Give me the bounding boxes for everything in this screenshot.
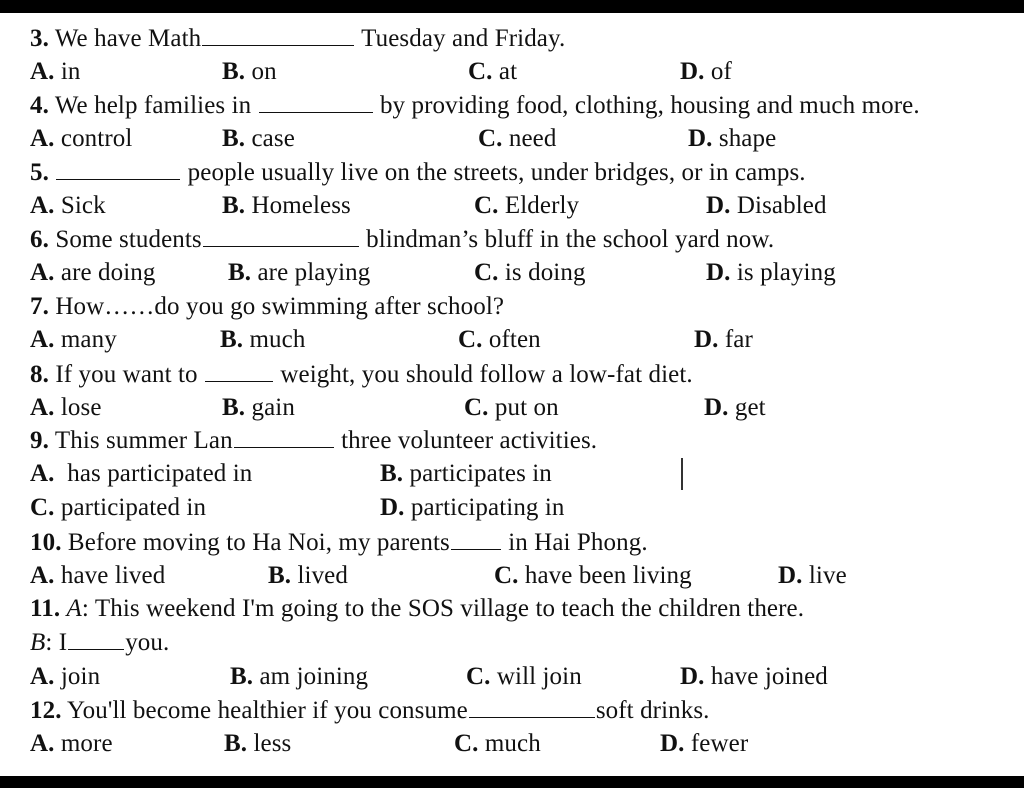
question-8: 8. If you want to weight, you should follow a low-fat diet.: [30, 361, 693, 388]
option-b[interactable]: B. gain: [222, 394, 295, 421]
option-a[interactable]: A. has participated in: [30, 460, 253, 487]
options-10: [0, 559, 1024, 593]
options-5: [0, 189, 1024, 223]
option-c[interactable]: C. need: [478, 125, 557, 152]
question-10: 10. Before moving to Ha Noi, my parents in Hai Phong.: [30, 529, 648, 556]
answer-blank[interactable]: [234, 446, 334, 448]
option-b[interactable]: B. Homeless: [222, 192, 351, 219]
option-b[interactable]: B. am joining: [230, 663, 369, 690]
option-c[interactable]: C. Elderly: [474, 192, 580, 219]
option-a[interactable]: A. join: [30, 663, 101, 690]
option-c[interactable]: C. have been living: [494, 562, 692, 589]
answer-blank[interactable]: [202, 44, 354, 46]
answer-blank[interactable]: [205, 380, 273, 382]
option-a[interactable]: A. lose: [30, 394, 102, 421]
option-d[interactable]: D. get: [704, 394, 766, 421]
option-a[interactable]: A. have lived: [30, 562, 166, 589]
option-d[interactable]: D. shape: [688, 125, 777, 152]
option-d[interactable]: D. live: [778, 562, 847, 589]
question-9: 9. This summer Lan three volunteer activities.: [30, 427, 598, 454]
option-d[interactable]: D. far: [694, 326, 753, 353]
option-b[interactable]: B. case: [222, 125, 295, 152]
option-b[interactable]: B. less: [224, 730, 292, 757]
option-b[interactable]: B. on: [222, 58, 277, 85]
question-7: 7. How……do you go swimming after school?: [30, 293, 505, 320]
option-a[interactable]: A. more: [30, 730, 113, 757]
option-c[interactable]: C. much: [454, 730, 541, 757]
question-4: 4. We help families in by providing food, clothing, housing and much more.: [30, 92, 920, 119]
option-c[interactable]: C. is doing: [474, 259, 586, 286]
option-a[interactable]: A. are doing: [30, 259, 156, 286]
text-cursor: [681, 458, 683, 490]
option-c[interactable]: C. will join: [466, 663, 582, 690]
options-6: [0, 256, 1024, 290]
options-4: [0, 122, 1024, 156]
options-3: [0, 55, 1024, 89]
options-11: [0, 660, 1024, 694]
options-12: [0, 727, 1024, 761]
option-a[interactable]: A. control: [30, 125, 133, 152]
answer-blank[interactable]: [259, 111, 373, 113]
options-8: [0, 391, 1024, 425]
question-3: 3. We have Math Tuesday and Friday.: [30, 25, 566, 52]
option-d[interactable]: D. fewer: [660, 730, 749, 757]
options-7: [0, 323, 1024, 357]
answer-blank[interactable]: [469, 716, 595, 718]
option-b[interactable]: B. participates in: [380, 460, 552, 487]
option-b[interactable]: B. lived: [268, 562, 348, 589]
option-d[interactable]: D. have joined: [680, 663, 828, 690]
question-11: 11. A: This weekend I'm going to the SOS village to teach the children there.: [30, 595, 805, 622]
option-a[interactable]: A. in: [30, 58, 81, 85]
answer-blank[interactable]: [451, 548, 501, 550]
option-c[interactable]: C. participated in: [30, 494, 207, 521]
question-6: 6. Some students blindman’s bluff in the school yard now.: [30, 226, 775, 253]
option-d[interactable]: D. Disabled: [706, 192, 827, 219]
answer-blank[interactable]: [56, 178, 180, 180]
option-d[interactable]: D. participating in: [380, 494, 565, 521]
top-border: [0, 0, 1024, 13]
option-d[interactable]: D. is playing: [706, 259, 836, 286]
bottom-border: [0, 776, 1024, 788]
option-c[interactable]: C. at: [468, 58, 518, 85]
option-d[interactable]: D. of: [680, 58, 732, 85]
option-a[interactable]: A. many: [30, 326, 117, 353]
question-5: 5. people usually live on the streets, under bridges, or in camps.: [30, 159, 806, 186]
question-12: 12. You'll become healthier if you consume soft drinks.: [30, 697, 710, 724]
options-9b: [0, 491, 1024, 525]
answer-blank[interactable]: [203, 245, 359, 247]
option-c[interactable]: C. put on: [464, 394, 559, 421]
answer-blank[interactable]: [68, 648, 124, 650]
option-b[interactable]: B. are playing: [228, 259, 371, 286]
options-9a: [0, 457, 1024, 491]
option-b[interactable]: B. much: [220, 326, 306, 353]
question-11-response: B: I you.: [30, 629, 170, 656]
option-c[interactable]: C. often: [458, 326, 541, 353]
option-a[interactable]: A. Sick: [30, 192, 106, 219]
